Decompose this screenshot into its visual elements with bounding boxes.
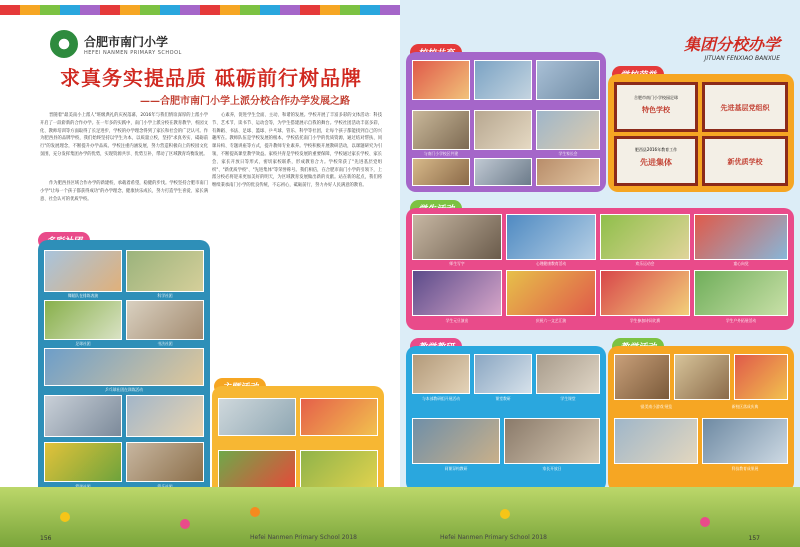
life-caption-6: 庆祝六一文艺汇演 xyxy=(535,318,567,323)
life-photo-7 xyxy=(600,270,690,316)
life-caption-4: 童心向党 xyxy=(733,261,749,266)
activity-photo-1 xyxy=(218,398,296,436)
section-title-zh: 集团分校办学 xyxy=(683,35,780,54)
club-photo-5 xyxy=(44,348,204,386)
coop-caption-3: 学生家长会 xyxy=(558,151,578,156)
club-photo-8 xyxy=(44,442,122,482)
club-photo-2 xyxy=(126,250,204,292)
certificate-1-line2: 特色学校 xyxy=(642,106,670,114)
life-photo-1 xyxy=(412,214,502,260)
school-logo xyxy=(50,30,182,58)
event-photo-2 xyxy=(674,354,730,400)
activity-photo-2 xyxy=(300,398,378,436)
certificate-2-line2: 先进基层党组织 xyxy=(720,104,770,112)
club-photo-6 xyxy=(44,395,122,437)
club-photo-7 xyxy=(126,395,204,437)
footer-left: Hefei Nanmen Primary School 2018 xyxy=(250,534,357,541)
coop-photo-1 xyxy=(412,60,470,100)
activity-photo-3 xyxy=(218,450,296,488)
club-caption-3: 足球社团 xyxy=(75,341,91,346)
coop-photo-2 xyxy=(474,60,532,100)
life-caption-5: 学生元旦演出 xyxy=(445,318,469,323)
section-title-pinyin: JITUAN FENXIAO BANXUE xyxy=(704,55,780,62)
event-photo-5 xyxy=(702,418,788,464)
life-photo-5 xyxy=(412,270,502,316)
teach-photo-5 xyxy=(504,418,600,464)
coop-photo-6 xyxy=(536,110,600,150)
coop-photo-5 xyxy=(474,110,532,150)
teach-photo-4 xyxy=(412,418,500,464)
event-photo-3 xyxy=(734,354,788,400)
event-caption-4: '最美南小游戏'展览 xyxy=(639,404,673,409)
life-photo-4 xyxy=(694,214,788,260)
life-caption-2: 心理健康教育活动 xyxy=(535,261,567,266)
article-title: 求真务实提品质 砥砺前行树品牌 xyxy=(60,66,362,90)
coop-photo-8 xyxy=(474,158,532,186)
life-photo-2 xyxy=(506,214,596,260)
life-photo-3 xyxy=(600,214,690,260)
life-caption-3: 欢乐运动会 xyxy=(635,261,655,266)
life-caption-1: 师生写字 xyxy=(449,261,465,266)
page-number-right: 157 xyxy=(748,535,760,542)
school-badge-icon xyxy=(50,30,78,58)
teach-photo-1 xyxy=(412,354,470,394)
flower-icon xyxy=(500,509,510,519)
teach-photo-3 xyxy=(536,354,600,394)
club-caption-1: 舞蹈队在排练表演 xyxy=(67,293,99,298)
logo-english: HEFEI NANMEN PRIMARY SCHOOL xyxy=(84,49,182,56)
logo-name: 合肥市南门小学 xyxy=(84,34,169,49)
life-caption-8: 学生户外拓展活动 xyxy=(725,318,757,323)
certificate-2 xyxy=(702,82,788,132)
certificate-1 xyxy=(614,82,698,132)
club-caption-4: 书法社团 xyxy=(157,341,173,346)
certificate-4 xyxy=(702,136,788,186)
page-number-left: 156 xyxy=(40,535,52,542)
life-photo-8 xyxy=(694,270,788,316)
club-photo-9 xyxy=(126,442,204,482)
article-subtitle: ——合肥市南门小学上派分校合作办学发展之路 xyxy=(140,96,350,107)
coop-photo-9 xyxy=(536,158,600,186)
club-caption-2: 科学社团 xyxy=(157,293,173,298)
body-text-col1: 晋随着"最美南小上派人"班级典礼的庆祝落幕，2016年与我们情谊深厚的上派小学开启了一段崭新的合作办学。在一年多的实践中，南门小学上派分校在教育教学、校园文化、教师培训等方面取得了长足进步，学校的办学理念得到了家长和社会的广泛认可。作为肥西县的品牌学校，我们始终坚持以学生为本，以质量立校，坚持"求真务实、砥砺前行"的发展理念，不断提升办学品质。学校注重内涵发展，努力营造积极向上的校园文化氛围，充分发挥集团办学的优势，实现资源共享、优势互补，带动了区域教育均衡发展。 xyxy=(40,113,208,157)
flower-icon xyxy=(700,517,710,527)
right-page xyxy=(400,0,800,547)
top-border xyxy=(0,0,400,10)
body-text-col1b: 作为肥西县区域合作办学的新建校，承载着希望，稳健的步伐。学校坚持合肥市南门小学"让每一个孩子都获得成功"的办学理念，健康快乐成长，努力打造学生喜爱、家长满意、社会认可的优质学校。 xyxy=(40,181,208,202)
teach-caption-2: 课堂教研 xyxy=(495,396,511,401)
teach-photo-2 xyxy=(474,354,532,394)
section-title xyxy=(684,32,780,62)
flower-icon xyxy=(250,507,260,517)
teach-caption-1: 与本部教研组开展活动 xyxy=(422,396,460,401)
club-photo-1 xyxy=(44,250,122,292)
club-caption-5: 乒乓球社团在训练活动 xyxy=(105,387,143,392)
teach-caption-4: 同课异构教研 xyxy=(444,466,468,471)
flower-icon xyxy=(60,512,70,522)
certificate-3 xyxy=(614,136,698,186)
body-text-col2: 心素养，促进学生全面、主动、和谐的发展。学校开展了丰富多彩的文体活动：科技节、艺术节、读书节、运动会等，为学生搭建展示自我的舞台。学校社团活动丰富多彩，有舞蹈、书法、足球、篮球、乒乓球、管乐、科学等社团，让每个孩子都能找到自己的兴趣所在。教师队伍是学校发展的根本，学校依托南门小学的优质资源，通过结对帮扶、同课异构、专题讲座等方式，提升教师专业素养。学校积极开展教研活动，以课题研究为引领，不断提高课堂教学效益。家校共育是学校发展的重要保障，学校通过家长学校、家长会、家长开放日等形式，密切家校联系，形成教育合力。学校荣获了"先进基层党组织"、"新优质学校"、"先进集体"等荣誉称号。我们相信，在合肥市南门小学的引领下，上派分校必将迎来更加美好的明天，为区域教育发展做出新的贡献。站在新的起点，我们将继续秉承南门小学的优良传统，不忘初心，砥砺前行，努力办好人民满意的教育。 xyxy=(212,113,382,189)
life-photo-6 xyxy=(506,270,596,316)
certificate-4-line2: 新优质学校 xyxy=(727,158,763,166)
event-caption-6: 科技教育成果展 xyxy=(731,466,759,471)
activity-photo-4 xyxy=(300,450,378,488)
coop-photo-3 xyxy=(536,60,600,100)
life-caption-7: 学生参加诗词比赛 xyxy=(629,318,661,323)
footer-right: Hefei Nanmen Primary School 2018 xyxy=(440,534,547,541)
event-caption-5: 新校区落成庆典 xyxy=(731,404,759,409)
event-photo-4 xyxy=(614,418,698,464)
certificate-3-line2: 先进集体 xyxy=(640,158,672,167)
event-photo-1 xyxy=(614,354,670,400)
club-photo-3 xyxy=(44,300,122,340)
coop-photo-7 xyxy=(412,158,470,186)
teach-caption-3: 学生课堂 xyxy=(560,396,576,401)
coop-photo-4 xyxy=(412,110,470,150)
certificate-3-line1: 肥西县2016年教育工作 xyxy=(634,147,678,152)
club-photo-4 xyxy=(126,300,204,340)
teach-caption-5: 家长开放日 xyxy=(542,466,562,471)
certificate-1-line1: 合肥市南门小学校园足球 xyxy=(634,95,678,100)
flower-icon xyxy=(180,519,190,529)
coop-caption-1: 与南门小学校区共建 xyxy=(423,151,459,156)
